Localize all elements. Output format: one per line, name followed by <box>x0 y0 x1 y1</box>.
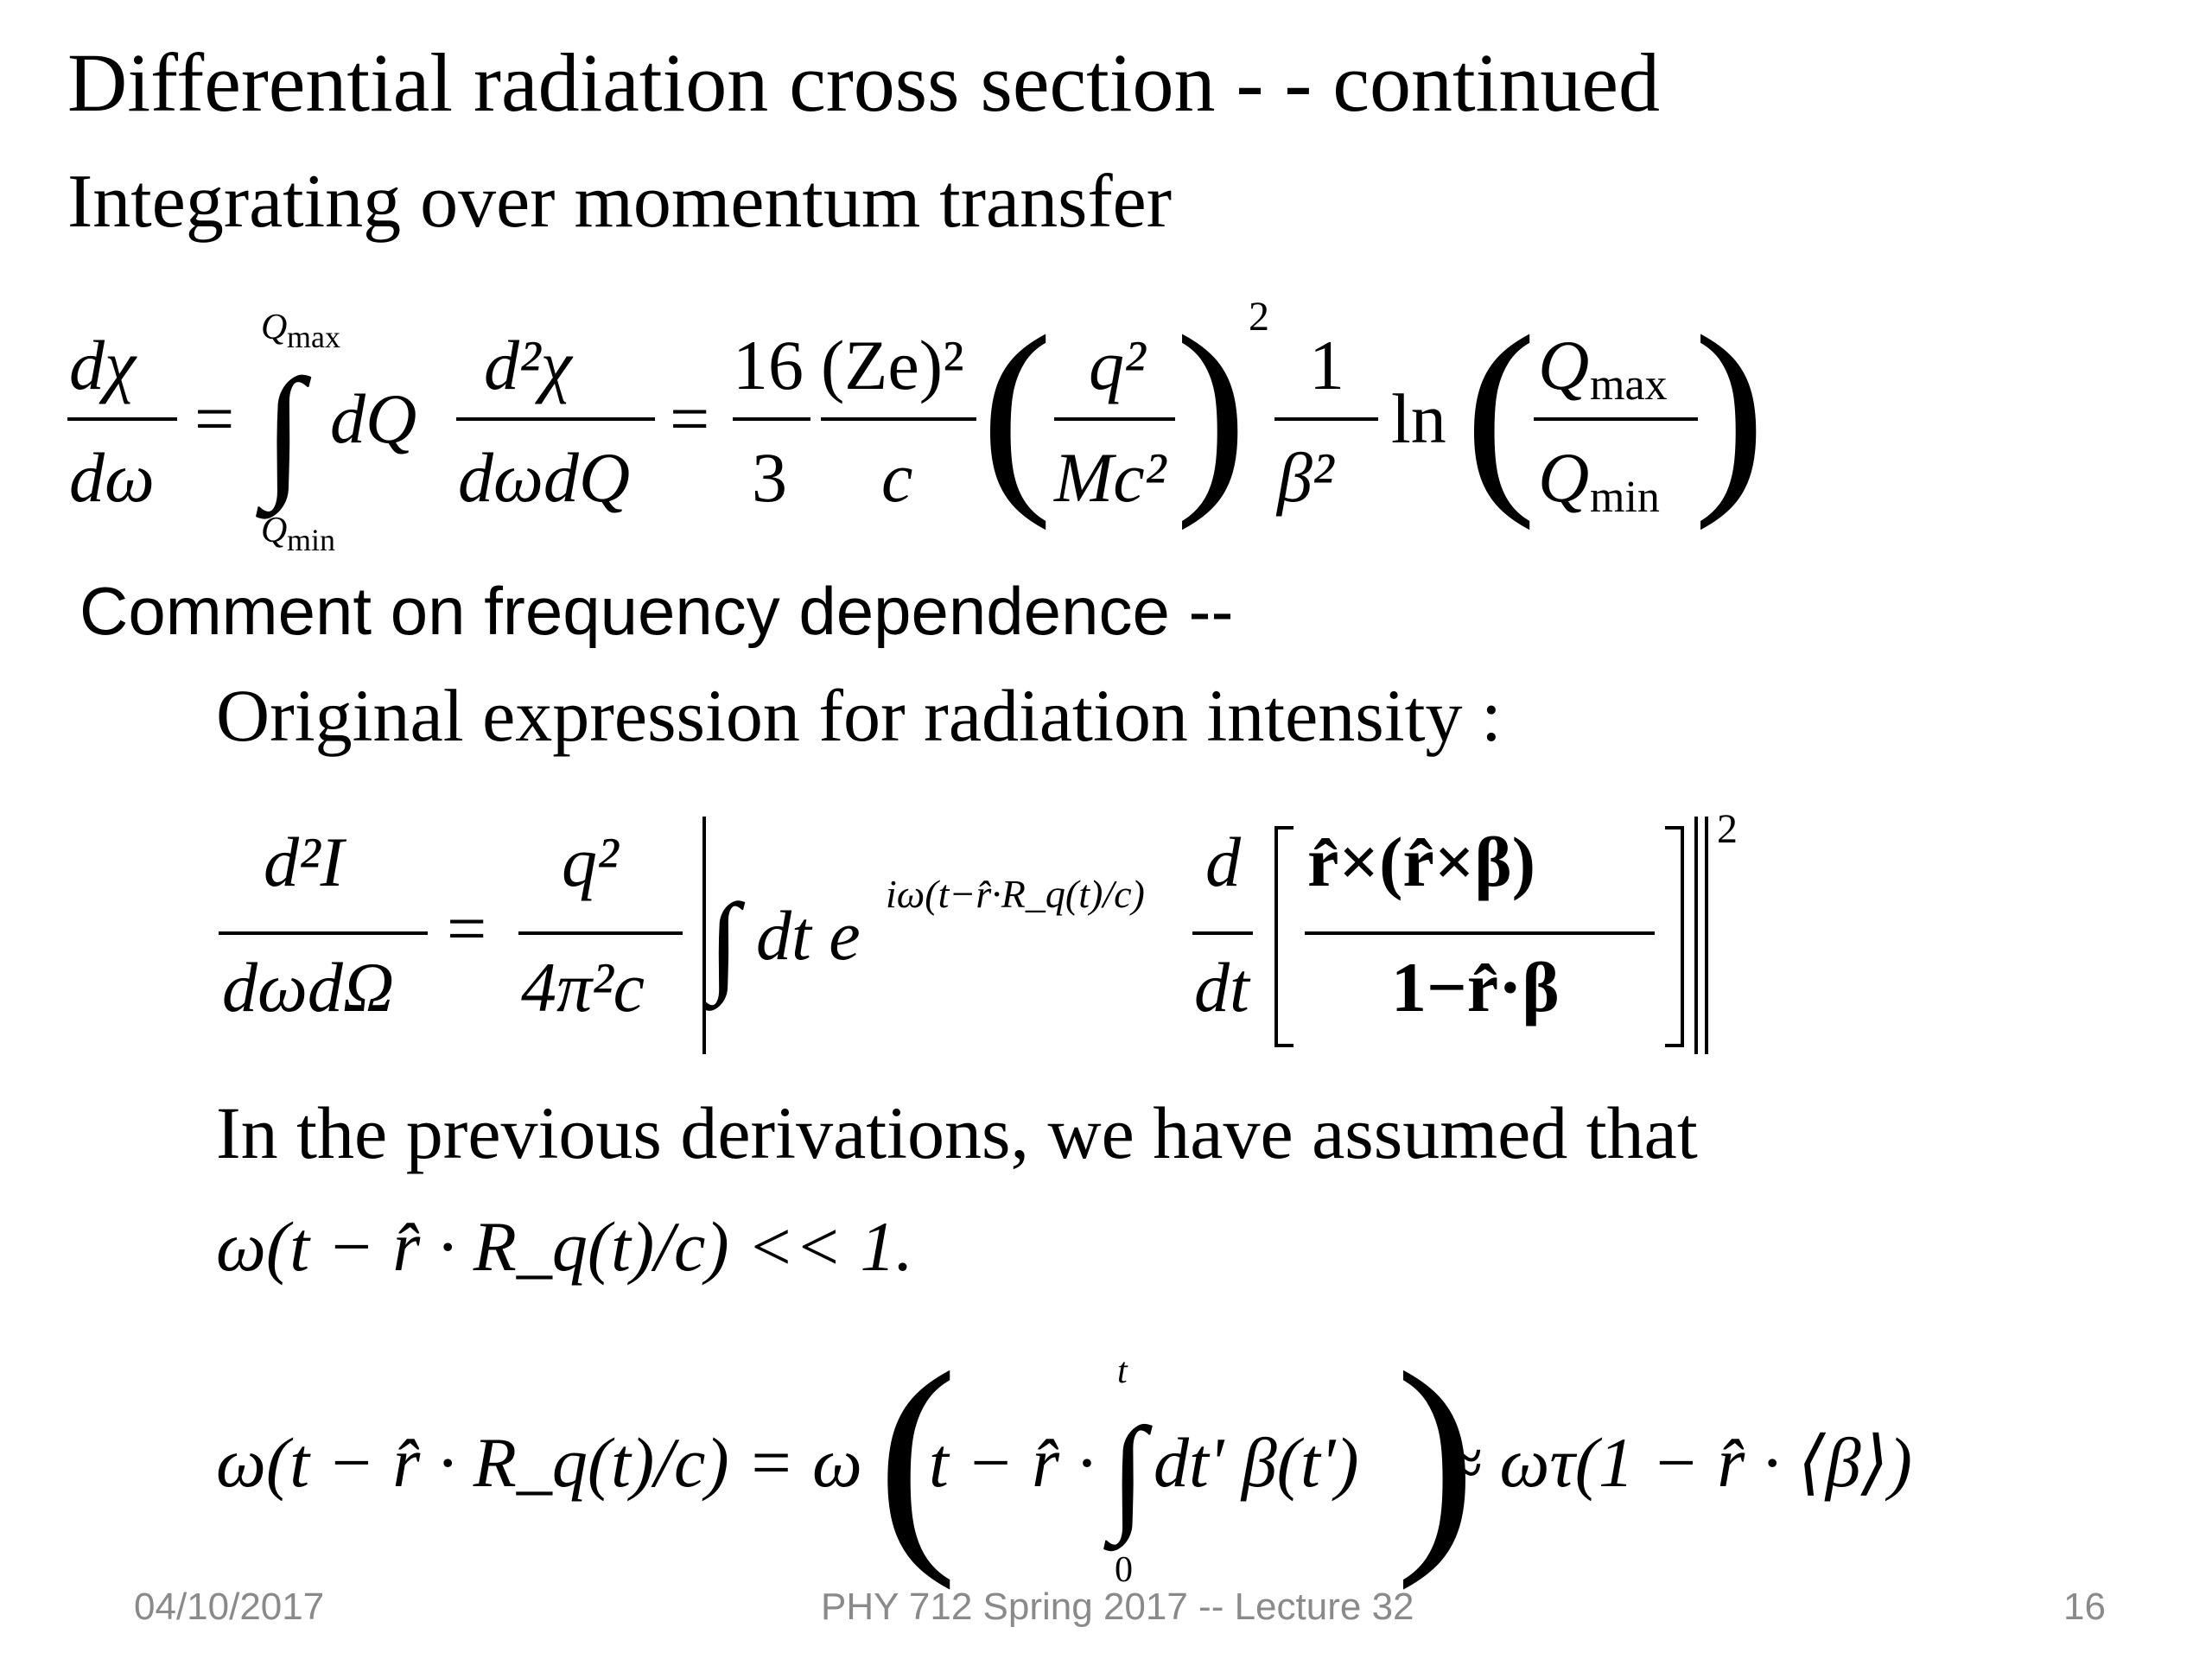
svg-text:(: ( <box>877 1322 958 1591</box>
eq2-bracket-num: r̂×(r̂×β) <box>1307 823 1536 901</box>
equation-assumption <box>212 1188 989 1309</box>
eq2-coef-num: q² <box>562 823 619 901</box>
svg-text:): ) <box>1395 1322 1477 1591</box>
eq2-integrand: dt e <box>756 896 861 975</box>
svg-text:=: = <box>670 379 710 458</box>
eq1-lhs-den: dω <box>69 438 155 517</box>
eq1-dq: dQ <box>330 379 417 458</box>
eq2-lhs-den: dωdΩ <box>222 948 395 1027</box>
eq2-deriv-num: d <box>1205 823 1241 901</box>
eq2-deriv-den: dt <box>1194 948 1249 1027</box>
eq1-ln-num-sub: max <box>1590 360 1668 410</box>
eq1-frac2-den: dωdQ <box>458 438 631 517</box>
eq1-ze-num: (Ze)² <box>821 326 964 404</box>
eq1-ln-num: Q <box>1538 326 1590 404</box>
eq2-coef-den: 4π²c <box>521 948 645 1027</box>
eq1-ln-den: Q <box>1538 438 1590 517</box>
eq2-outer-power: 2 <box>1717 806 1738 852</box>
eq1-coef-den: 3 <box>752 438 787 517</box>
eq4-int-upper: t <box>1117 1351 1128 1391</box>
eq4-rhs: ≈ ωτ(1 − r̂ · ⟨β⟩) <box>1443 1423 1912 1502</box>
svg-text:∫: ∫ <box>709 881 740 1006</box>
equation-expansion <box>212 1322 1940 1591</box>
equation-cross-section <box>60 292 1766 562</box>
slide-title: Differential radiation cross section - - continued <box>67 36 1660 129</box>
slide-subtitle: Integrating over momentum transfer <box>67 160 1173 244</box>
eq1-int-lower-sub: min <box>287 523 336 557</box>
eq1-frac2-num: d²χ <box>484 326 572 404</box>
svg-text:=: = <box>194 379 235 458</box>
eq1-beta-den: β² <box>1277 438 1334 517</box>
eq1-ln-den-sub: min <box>1590 473 1660 522</box>
svg-text:=: = <box>447 889 487 968</box>
eq1-int-lower: Q <box>261 511 288 550</box>
eq4-integrand: dt' β(t') <box>1154 1423 1359 1502</box>
footer-page-number: 16 <box>2063 1586 2106 1628</box>
svg-text:∫: ∫ <box>1110 1402 1147 1545</box>
eq2-exponent: iω(t−r̂·R_q(t)/c) <box>886 872 1145 916</box>
eq1-q-num: q² <box>1089 326 1146 404</box>
footer-course: PHY 712 Spring 2017 -- Lecture 32 <box>821 1586 1414 1628</box>
eq1-ln: ln <box>1391 379 1446 458</box>
eq1-int-upper-sub: max <box>287 320 340 354</box>
comment-heading: Comment on frequency dependence -- <box>79 573 1234 649</box>
svg-text:∫: ∫ <box>264 349 304 512</box>
eq3-text: ω(t − r̂ · R_q(t)/c) << 1. <box>216 1207 913 1286</box>
eq1-q-den: Mc² <box>1054 438 1166 517</box>
eq4-int-lower: 0 <box>1115 1550 1133 1590</box>
svg-text:(: ( <box>981 292 1053 531</box>
footer-date: 04/10/2017 <box>134 1586 325 1628</box>
eq2-lhs-num: d²I <box>264 823 344 901</box>
eq1-int-upper: Q <box>261 308 288 347</box>
eq1-coef-num: 16 <box>733 326 804 404</box>
original-expression-label: Original expression for radiation intensity : <box>216 674 1502 757</box>
eq2-bracket-den: 1−r̂·β <box>1391 948 1560 1027</box>
eq1-lhs-num: dχ <box>69 326 137 404</box>
equation-radiation-intensity <box>212 804 1767 1063</box>
eq4-inner: t − r̂ · <box>929 1423 1096 1502</box>
eq1-beta-num: 1 <box>1309 326 1344 404</box>
previous-derivations-text: In the previous derivations, we have assumed that <box>216 1091 1698 1174</box>
svg-text:): ) <box>1175 292 1248 531</box>
eq1-outer-power: 2 <box>1249 294 1269 340</box>
eq1-ze-den: c <box>881 438 913 517</box>
svg-text:): ) <box>1694 292 1766 531</box>
eq4-lhs: ω(t − r̂ · R_q(t)/c) = ω <box>216 1423 862 1502</box>
svg-text:(: ( <box>1465 292 1537 531</box>
